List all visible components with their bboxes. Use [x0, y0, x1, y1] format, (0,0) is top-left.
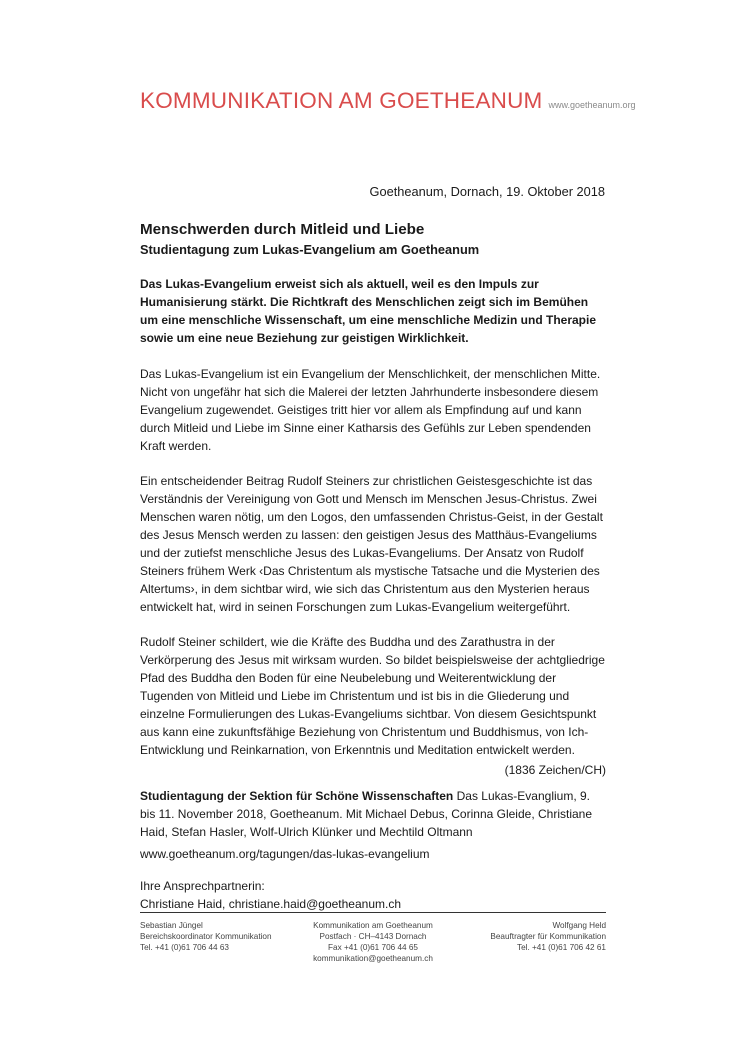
footer-center-fax: Fax +41 (0)61 706 44 65	[328, 943, 418, 952]
body-paragraph-1: Das Lukas-Evangelium ist ein Evangelium der Menschlichkeit, der menschlichen Mitte. Nicht von ungefähr hat sich die Malerei der letzten Jahrhunderte insbesondere diesem Evangelium zugewendet. Geistiges tritt hier vor allem als Empfindung auf und kann durch Mitleid und Liebe im Sinne einer Katharsis des Gefühls zur Leben spendenden Kraft werden.	[140, 367, 601, 453]
character-count: (1836 Zeichen/CH)	[504, 763, 606, 777]
article-body	[140, 220, 606, 913]
body-paragraph-3: Rudolf Steiner schildert, wie die Kräfte des Buddha und des Zarathustra in der Verkörperung des Jesus mit wirksam wurden. So bildet beispielsweise der achtgliedrige Pfad des Buddha den Boden für eine Neubelebung und Weiterentwicklung der Tugenden von Mitleid und Liebe im Christentum und ist bis in die Gliederung und einzelne Formulierungen des Lukas-Evangeliums sichtbar. Von diesem Gesichtspunkt aus kann eine zukunftsfähige Beziehung von Christentum und Buddhismus, von Ich-Entwicklung und Reinkarnation, von Erkenntnis und Meditation entwickelt werden.	[140, 635, 605, 757]
article-title: Menschwerden durch Mitleid und Liebe	[140, 221, 425, 238]
footer-left-phone: Tel. +41 (0)61 706 44 63	[140, 943, 229, 952]
event-title: Studientagung der Sektion für Schöne Wissenschaften	[140, 789, 454, 803]
lead-paragraph: Das Lukas-Evangelium erweist sich als aktuell, weil es den Impuls zur Humanisierung stärkt. Die Richtkraft des Menschlichen zeigt sich im Bemühen um eine menschliche Wissenschaft, um eine menschliche Medizin und Therapie sowie um eine neue Beziehung zur geistigen Wirklichkeit.	[140, 277, 597, 345]
contact-label: Ihre Ansprechpartnerin:	[140, 879, 265, 893]
footer-right-phone: Tel. +41 (0)61 706 42 61	[517, 943, 606, 952]
footer-contact-right	[490, 920, 606, 953]
footer-right-name: Wolfgang Held	[552, 921, 606, 930]
footer-left-role: Bereichskoordinator Kommunikation	[140, 932, 272, 941]
footer-center-address: Postfach · CH–4143 Dornach	[319, 932, 427, 941]
article-subtitle: Studientagung zum Lukas-Evangelium am Goetheanum	[140, 242, 480, 257]
brand-title: KOMMUNIKATION AM GOETHEANUM	[140, 88, 543, 113]
footer-left-name: Sebastian Jüngel	[140, 921, 203, 930]
footer-divider	[140, 912, 606, 913]
dateline: Goetheanum, Dornach, 19. Oktober 2018	[369, 184, 605, 199]
footer-contact-center	[313, 920, 433, 964]
body-paragraph-2: Ein entscheidender Beitrag Rudolf Steiners zur christlichen Geistesgeschichte ist das Verständnis der Vereinigung von Gott und Mensch im Menschen Jesus-Christus. Zwei Menschen waren nötig, um den Logos, den umfassenden Christus-Geist, in der Gestalt des Jesus Mensch werden zu lassen: den geistigen Jesus des Matthäus-Evangeliums und der zutiefst menschliche Jesus des Lukas-Evangeliums. Der Ansatz von Rudolf Steiners frühem Werk ‹Das Christentum als mystische Tatsache und die Mysterien des Altertums›, in dem sichtbar wird, wie sich das Christentum aus den Mysterien heraus entwickelt hat, wird in seinen Forschungen zum Lukas-Evangelium weitergeführt.	[140, 474, 603, 614]
footer-center-email[interactable]: kommunikation@goetheanum.ch	[313, 954, 433, 963]
brand-url[interactable]: www.goetheanum.org	[548, 100, 636, 110]
footer-center-org: Kommunikation am Goetheanum	[313, 921, 433, 930]
event-info	[140, 787, 606, 841]
footer-contact-left	[140, 920, 272, 953]
event-url[interactable]: www.goetheanum.org/tagungen/das-lukas-evangelium	[140, 847, 430, 861]
event-details: Das Lukas-Evanglium, 9. bis 11. November 2018, Goetheanum. Mit Michael Debus, Corinna Gleide, Christiane Haid, Stefan Hasler, Wolf-Ulrich Klünker und Mechtild Oltmann	[140, 789, 593, 839]
contact-line[interactable]: Christiane Haid, christiane.haid@goetheanum.ch	[140, 897, 401, 911]
letterhead	[140, 88, 636, 114]
footer-right-role: Beauftragter für Kommunikation	[490, 932, 606, 941]
contact-block	[140, 877, 606, 913]
